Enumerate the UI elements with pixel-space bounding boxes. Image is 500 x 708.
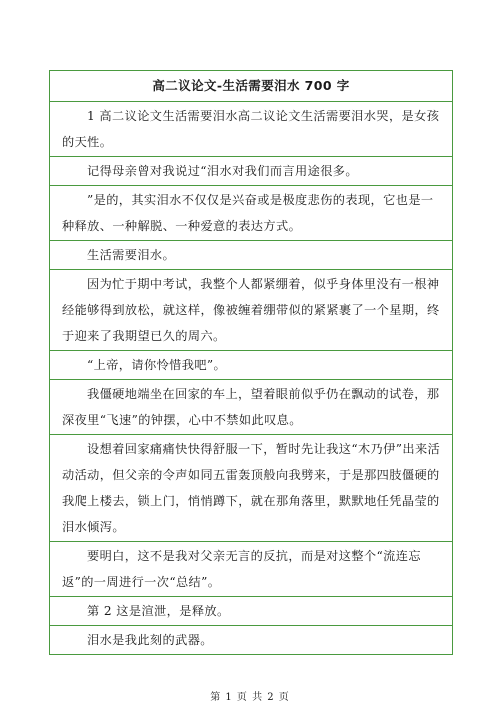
paragraph: 设想着回家痛痛快快得舒服一下，暂时先让我这“木乃伊”出来活动活动，但父亲的令声如同五雷轰顶般向我劈来，于是那四肢僵硬的我爬上楼去，锁上门，悄悄蹲下，就在那角落里，默默地任凭晶莹的泪水倾泻。 [50, 435, 452, 542]
paragraph: 因为忙于期中考试，我整个人都紧绷着，似乎身体里没有一根神经能够得到放松，就这样，像被缠着绷带似的紧紧裹了一个星期，终于迎来了我期望已久的周六。 [50, 270, 452, 351]
paragraph: 1 高二议论文生活需要泪水高二议论文生活需要泪水哭，是女孩的天性。 [50, 102, 452, 157]
paragraph: 泪水是我此刻的武器。 [50, 626, 452, 655]
paragraph: 要明白，这不是我对父亲无言的反抗，而是对这整个“流连忘返”的一周进行一次“总结”。 [50, 542, 452, 597]
paragraph: “上帝，请你怜惜我吧”。 [50, 351, 452, 380]
paragraph: 第 2 这是渲泄，是释放。 [50, 597, 452, 626]
document-title: 高二议论文-生活需要泪水 700 字 [50, 71, 452, 102]
paragraph: ”是的，其实泪水不仅仅是兴奋或是极度悲伤的表现，它也是一种释放、一种解脱、一种爱意的表达方式。 [50, 186, 452, 241]
document-table [49, 70, 453, 655]
paragraph: 我僵硬地端坐在回家的车上，望着眼前似乎仍在飘动的试卷，那深夜里“飞速”的钟摆，心中不禁如此叹息。 [50, 380, 452, 435]
paragraph: 生活需要泪水。 [50, 241, 452, 270]
page-number: 第 1 页 共 2 页 [210, 692, 290, 703]
paragraph: 记得母亲曾对我说过“泪水对我们而言用途很多。 [50, 157, 452, 186]
